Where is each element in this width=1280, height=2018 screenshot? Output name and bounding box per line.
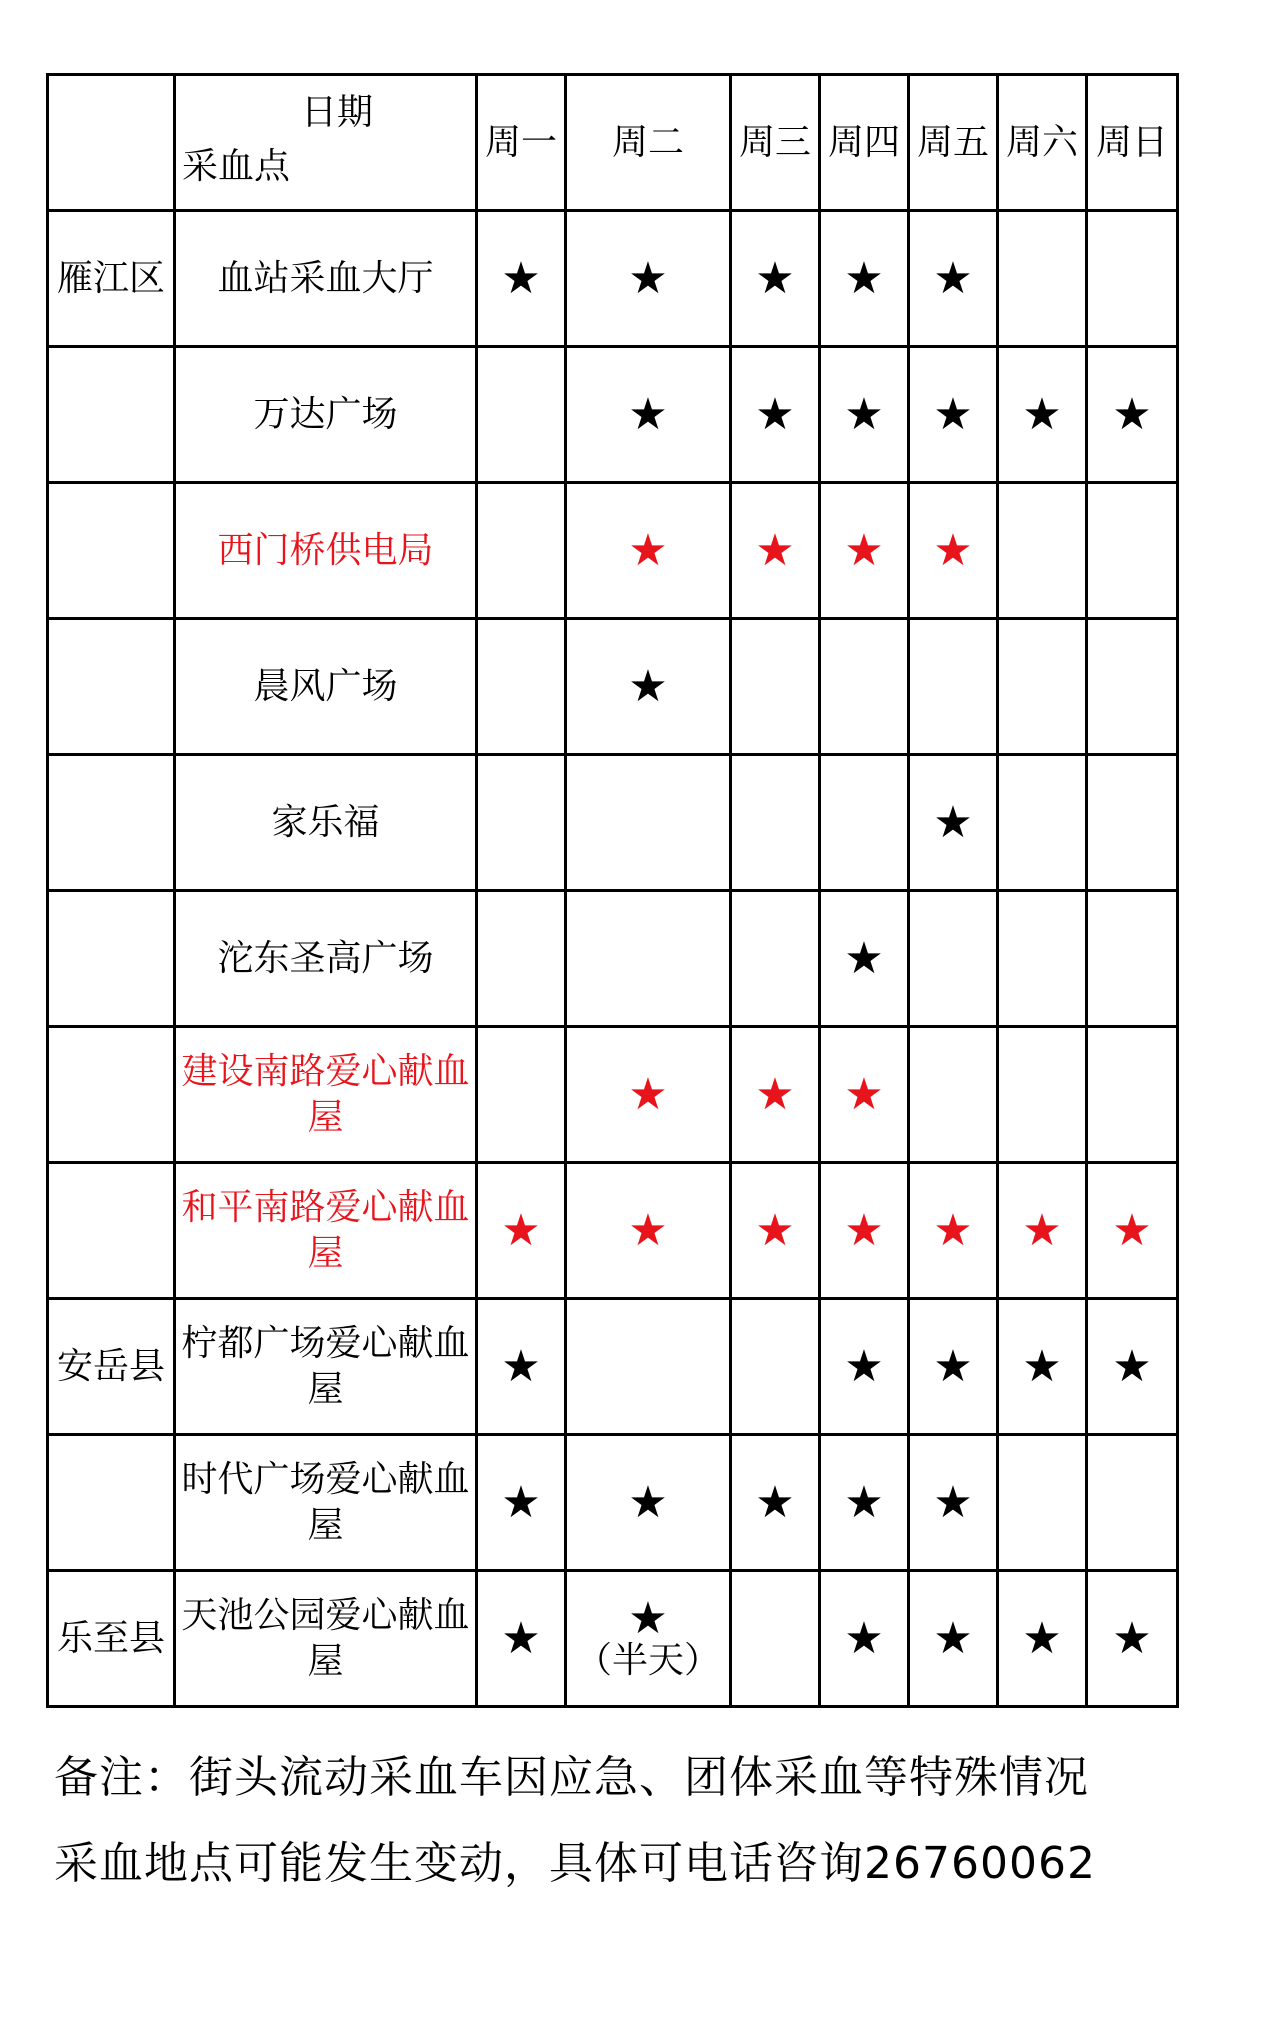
star-icon: ★ <box>933 796 973 848</box>
day-header-sat: 周六 <box>998 75 1087 211</box>
remark-line-1: 备注：街头流动采血车因应急、团体采血等特殊情况 <box>54 1752 1089 1803</box>
day-cell <box>1087 1163 1178 1299</box>
day-cell <box>820 211 909 347</box>
star-icon: ★ <box>501 252 541 304</box>
star-icon: ★ <box>933 252 973 304</box>
star-icon: ★ <box>1112 1204 1152 1256</box>
day-cell <box>1087 891 1178 1027</box>
day-cell <box>566 347 731 483</box>
day-cell <box>477 619 566 755</box>
table-row <box>48 1299 1178 1435</box>
star-icon: ★ <box>628 388 668 440</box>
star-icon: ★ <box>1112 1340 1152 1392</box>
day-cell <box>1087 1027 1178 1163</box>
day-cell <box>731 483 820 619</box>
day-cell <box>731 1435 820 1571</box>
table-row <box>48 755 1178 891</box>
site-name-cell: 天池公园爱心献血屋 <box>175 1571 477 1707</box>
day-cell <box>566 211 731 347</box>
day-cell <box>566 1027 731 1163</box>
day-cell <box>566 1299 731 1435</box>
district-cell: 乐至县 <box>48 1571 175 1707</box>
table-row <box>48 347 1178 483</box>
day-cell <box>820 891 909 1027</box>
star-icon: ★ <box>501 1204 541 1256</box>
district-cell <box>48 1435 175 1571</box>
star-icon: ★ <box>844 524 884 576</box>
star-icon: ★ <box>844 1612 884 1664</box>
day-cell <box>820 1299 909 1435</box>
day-cell <box>820 755 909 891</box>
district-cell <box>48 347 175 483</box>
day-cell <box>820 1163 909 1299</box>
day-cell <box>1087 619 1178 755</box>
day-cell <box>566 1571 731 1707</box>
day-cell <box>566 755 731 891</box>
star-icon: ★ <box>933 1204 973 1256</box>
day-cell <box>909 1435 998 1571</box>
star-icon: ★ <box>628 1068 668 1120</box>
table-row <box>48 891 1178 1027</box>
day-cell <box>1087 211 1178 347</box>
star-icon: ★ <box>1022 1340 1062 1392</box>
table-row <box>48 211 1178 347</box>
day-cell <box>998 211 1087 347</box>
table-row <box>48 619 1178 755</box>
star-icon: ★ <box>755 1476 795 1528</box>
table-row <box>48 1571 1178 1707</box>
day-cell <box>909 891 998 1027</box>
star-icon: ★ <box>844 388 884 440</box>
day-cell <box>998 619 1087 755</box>
day-cell <box>820 483 909 619</box>
table-row <box>48 483 1178 619</box>
star-icon: ★ <box>628 660 668 712</box>
day-cell <box>477 1435 566 1571</box>
day-header-wed: 周三 <box>731 75 820 211</box>
day-cell <box>1087 755 1178 891</box>
star-icon: ★ <box>933 524 973 576</box>
district-cell <box>48 619 175 755</box>
day-cell <box>820 1027 909 1163</box>
star-icon: ★ <box>755 388 795 440</box>
star-icon: ★ <box>628 524 668 576</box>
day-cell <box>998 347 1087 483</box>
remark-line-2: 采血地点可能发生变动，具体可电话咨询26760062 <box>54 1838 1096 1889</box>
day-cell <box>909 1571 998 1707</box>
star-icon: ★ <box>844 1204 884 1256</box>
star-icon: ★ <box>755 252 795 304</box>
district-cell: 雁江区 <box>48 211 175 347</box>
day-cell <box>909 347 998 483</box>
district-cell <box>48 1027 175 1163</box>
site-name-cell: 西门桥供电局 <box>175 483 477 619</box>
day-cell <box>909 619 998 755</box>
day-cell <box>998 891 1087 1027</box>
day-cell <box>731 347 820 483</box>
day-cell <box>731 619 820 755</box>
district-cell: 安岳县 <box>48 1299 175 1435</box>
star-icon: ★ <box>628 1592 668 1644</box>
site-name-cell: 家乐福 <box>175 755 477 891</box>
day-cell <box>998 483 1087 619</box>
day-header-tue: 周二 <box>566 75 731 211</box>
header-blank-cell <box>48 75 175 211</box>
day-cell <box>1087 483 1178 619</box>
day-header-fri: 周五 <box>909 75 998 211</box>
day-cell <box>909 755 998 891</box>
day-cell <box>909 211 998 347</box>
site-name-cell: 建设南路爱心献血屋 <box>175 1027 477 1163</box>
day-cell <box>477 755 566 891</box>
star-icon: ★ <box>933 1612 973 1664</box>
day-cell <box>566 619 731 755</box>
star-icon: ★ <box>933 1340 973 1392</box>
day-cell <box>477 1299 566 1435</box>
day-header-mon: 周一 <box>477 75 566 211</box>
site-name-cell: 柠都广场爱心献血屋 <box>175 1299 477 1435</box>
day-cell <box>477 483 566 619</box>
table-row <box>48 1435 1178 1571</box>
site-name-cell: 沱东圣高广场 <box>175 891 477 1027</box>
star-icon: ★ <box>755 1068 795 1120</box>
site-label: 采血点 <box>182 145 291 187</box>
star-icon: ★ <box>844 932 884 984</box>
district-cell <box>48 891 175 1027</box>
star-icon: ★ <box>933 388 973 440</box>
day-cell <box>731 1027 820 1163</box>
site-name-cell: 和平南路爱心献血屋 <box>175 1163 477 1299</box>
schedule-body <box>48 211 1178 1707</box>
day-cell <box>998 1299 1087 1435</box>
day-cell <box>731 891 820 1027</box>
day-header-thu: 周四 <box>820 75 909 211</box>
site-name-cell: 晨风广场 <box>175 619 477 755</box>
star-icon: ★ <box>844 1476 884 1528</box>
day-cell <box>477 1163 566 1299</box>
star-icon: ★ <box>844 1068 884 1120</box>
day-header-sun: 周日 <box>1087 75 1178 211</box>
star-icon: ★ <box>501 1476 541 1528</box>
day-cell <box>477 1571 566 1707</box>
star-icon: ★ <box>1022 1204 1062 1256</box>
day-cell <box>909 1299 998 1435</box>
header-row <box>48 75 1178 211</box>
day-cell <box>998 1571 1087 1707</box>
day-cell <box>998 755 1087 891</box>
day-cell <box>566 483 731 619</box>
star-icon: ★ <box>755 1204 795 1256</box>
day-cell <box>731 755 820 891</box>
day-cell <box>998 1163 1087 1299</box>
district-cell <box>48 483 175 619</box>
day-cell <box>477 347 566 483</box>
district-cell <box>48 755 175 891</box>
site-name-cell: 血站采血大厅 <box>175 211 477 347</box>
day-cell <box>477 1027 566 1163</box>
day-cell <box>1087 1435 1178 1571</box>
star-icon: ★ <box>501 1340 541 1392</box>
date-label: 日期 <box>301 91 374 133</box>
day-cell <box>820 1435 909 1571</box>
day-cell <box>566 1163 731 1299</box>
day-cell <box>731 1163 820 1299</box>
site-name-cell: 时代广场爱心献血屋 <box>175 1435 477 1571</box>
star-icon: ★ <box>1112 388 1152 440</box>
star-icon: ★ <box>844 1340 884 1392</box>
day-cell <box>998 1435 1087 1571</box>
star-icon: ★ <box>628 1476 668 1528</box>
day-cell <box>477 211 566 347</box>
site-name-cell: 万达广场 <box>175 347 477 483</box>
star-icon: ★ <box>1112 1612 1152 1664</box>
star-icon: ★ <box>501 1612 541 1664</box>
day-cell <box>477 891 566 1027</box>
day-cell <box>820 1571 909 1707</box>
star-icon: ★ <box>628 252 668 304</box>
header-corner-cell <box>175 75 477 211</box>
day-cell <box>820 347 909 483</box>
day-cell <box>566 891 731 1027</box>
star-icon: ★ <box>1022 1612 1062 1664</box>
district-cell <box>48 1163 175 1299</box>
day-cell <box>731 211 820 347</box>
star-icon: ★ <box>844 252 884 304</box>
day-cell <box>909 483 998 619</box>
star-icon: ★ <box>933 1476 973 1528</box>
day-cell <box>998 1027 1087 1163</box>
star-icon: ★ <box>755 524 795 576</box>
day-cell <box>909 1163 998 1299</box>
star-icon: ★ <box>1022 388 1062 440</box>
table-row <box>48 1027 1178 1163</box>
blood-collection-schedule-table <box>46 73 1179 1708</box>
star-icon: ★ <box>628 1204 668 1256</box>
half-day-note: （半天） <box>575 1639 720 1681</box>
day-cell <box>1087 347 1178 483</box>
day-cell <box>566 1435 731 1571</box>
day-cell <box>909 1027 998 1163</box>
day-cell <box>731 1299 820 1435</box>
day-cell <box>1087 1299 1178 1435</box>
day-cell <box>820 619 909 755</box>
day-cell <box>731 1571 820 1707</box>
table-row <box>48 1163 1178 1299</box>
day-cell <box>1087 1571 1178 1707</box>
